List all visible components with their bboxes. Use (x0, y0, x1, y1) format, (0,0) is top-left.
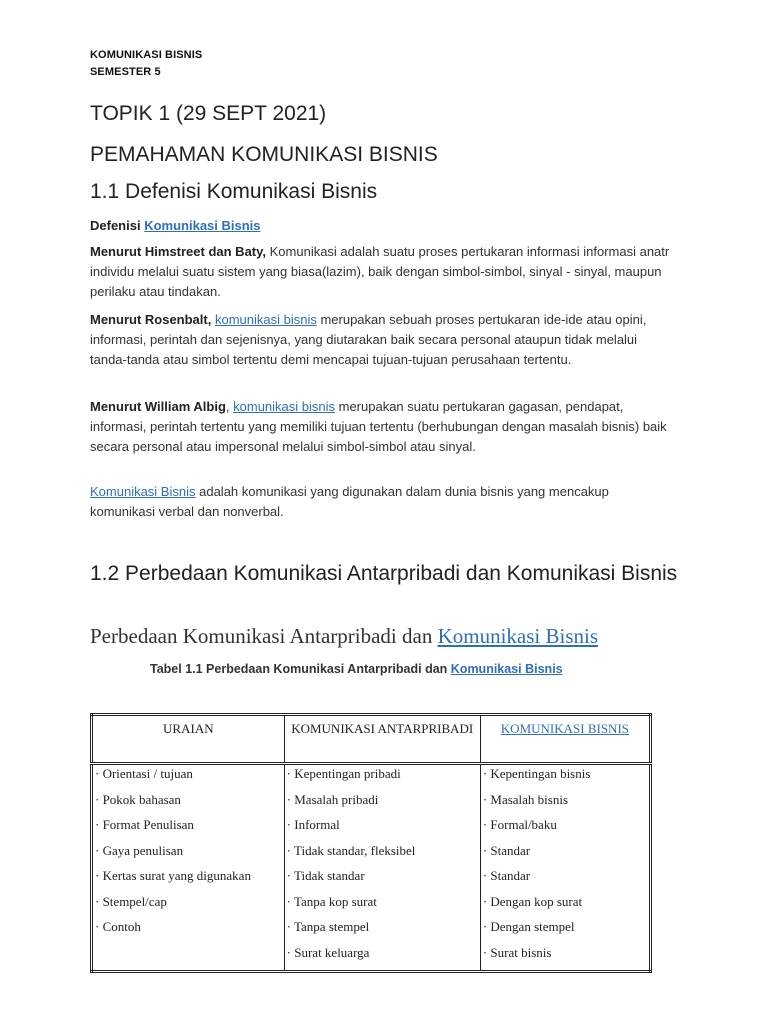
comparison-table (90, 713, 652, 973)
caption-link[interactable]: Komunikasi Bisnis (450, 662, 563, 676)
serif-heading (90, 624, 598, 649)
section-1-heading: 1.1 Defenisi Komunikasi Bisnis (90, 180, 378, 203)
list-item: · Formal/baku (482, 817, 557, 832)
header-antarpribadi: KOMUNIKASI ANTARPRIBADI (284, 715, 480, 764)
header-bisnis-link[interactable]: KOMUNIKASI BISNIS (480, 715, 650, 764)
kb-link[interactable]: Komunikasi Bisnis (90, 484, 196, 499)
albig-paragraph: Menurut William Albig, komunikasi bisnis merupakan suatu pertukaran gagasan, pendapat, informasi, perintah tertentu yang memiliki tujuan tertentu (berhubungan dengan masalah bisnis) baik secara personal atau impersonal melalui simbol-simbol atau sinyal. (90, 399, 667, 454)
himstreet-name: Menurut Himstreet dan Baty, (90, 244, 267, 259)
list-item: · Pokok bahasan (95, 791, 181, 807)
table-caption (150, 662, 563, 676)
list-item: · Tanpa kop surat (286, 893, 377, 909)
rosenbalt-text: merupakan sebuah proses pertukaran ide-ide atau opini, informasi, perintah dan sejenisnya, yang diutarakan baik secara personal ataupun tidak melalui tanda-tanda atau simbol tertentu demi mencapai tujuan-tujuan perusahaan tertentu. (90, 312, 647, 367)
caption-text: Tabel 1.1 Perbedaan Komunikasi Antarpribadi dan (150, 662, 451, 676)
course-header: KOMUNIKASI BISNIS (90, 49, 203, 61)
list-item: · Tanpa stempel (286, 919, 370, 934)
definition-line (90, 216, 675, 236)
subject-title: PEMAHAMAN KOMUNIKASI BISNIS (90, 143, 438, 166)
rosenbalt-paragraph (90, 310, 675, 370)
albig-link[interactable]: komunikasi bisnis (233, 399, 336, 414)
himstreet-text: Komunikasi adalah suatu proses pertukaran informasi informasi anatr individu melalui suatu sistem yang biasa(lazim), baik dengan simbol-simbol, sinyal - sinyal, maupun perilaku atau tindakan. (90, 244, 670, 299)
semester-header: SEMESTER 5 (90, 66, 161, 78)
table-header-row (92, 715, 651, 764)
rosenbalt-name: Menurut Rosenbalt, (90, 312, 212, 327)
kb-paragraph (90, 482, 675, 522)
antarpribadi-cell (284, 764, 480, 972)
list-item: · Tidak standar (286, 868, 365, 883)
list-item: · Masalah pribadi (286, 791, 379, 807)
list-item: · Dengan stempel (482, 919, 575, 934)
list-item: · Masalah bisnis (482, 791, 569, 807)
list-item: · Standar (482, 842, 531, 858)
list-item: · Tidak standar, fleksibel (286, 842, 416, 858)
list-item: · Informal (286, 817, 340, 832)
rosenbalt-link[interactable]: komunikasi bisnis (214, 312, 317, 327)
albig-name: Menurut William Albig (90, 399, 226, 414)
uraian-cell (92, 764, 285, 972)
himstreet-paragraph (90, 242, 675, 302)
list-item: · Stempel/cap (95, 893, 167, 909)
section-2-heading: 1.2 Perbedaan Komunikasi Antarpribadi dan Komunikasi Bisnis (90, 562, 678, 585)
serif-heading-link[interactable]: Komunikasi Bisnis (437, 624, 599, 648)
list-item: · Kepentingan bisnis (482, 766, 591, 781)
bisnis-cell (480, 764, 650, 972)
albig-text: merupakan suatu pertukaran gagasan, pendapat, informasi, perintah tertentu yang memiliki tujuan tertentu (berhubungan dengan masalah bisnis) baik secara personal atau impersonal melalui simbol-simbol atau sinyal. (90, 399, 667, 454)
list-item: · Surat keluarga (286, 944, 370, 960)
serif-heading-text: Perbedaan Komunikasi Antarpribadi dan (90, 624, 438, 648)
table-row (92, 764, 651, 972)
list-item: · Standar (482, 868, 531, 883)
list-item: · Format Penulisan (95, 817, 194, 832)
definition-label: Defenisi (90, 218, 141, 233)
kb-text: adalah komunikasi yang digunakan dalam dunia bisnis yang mencakup komunikasi verbal dan nonverbal. (90, 484, 609, 519)
topic-title: TOPIK 1 (29 SEPT 2021) (90, 102, 327, 125)
list-item: · Kertas surat yang digunakan (95, 868, 251, 883)
list-item: · Surat bisnis (482, 944, 552, 960)
header-uraian: URAIAN (92, 715, 285, 764)
definition-link[interactable]: Komunikasi Bisnis (144, 218, 261, 233)
list-item: · Kepentingan pribadi (286, 766, 401, 781)
list-item: · Contoh (95, 919, 141, 934)
list-item: · Orientasi / tujuan (95, 766, 193, 781)
list-item: · Gaya penulisan (95, 842, 184, 858)
list-item: · Dengan kop surat (482, 893, 583, 909)
